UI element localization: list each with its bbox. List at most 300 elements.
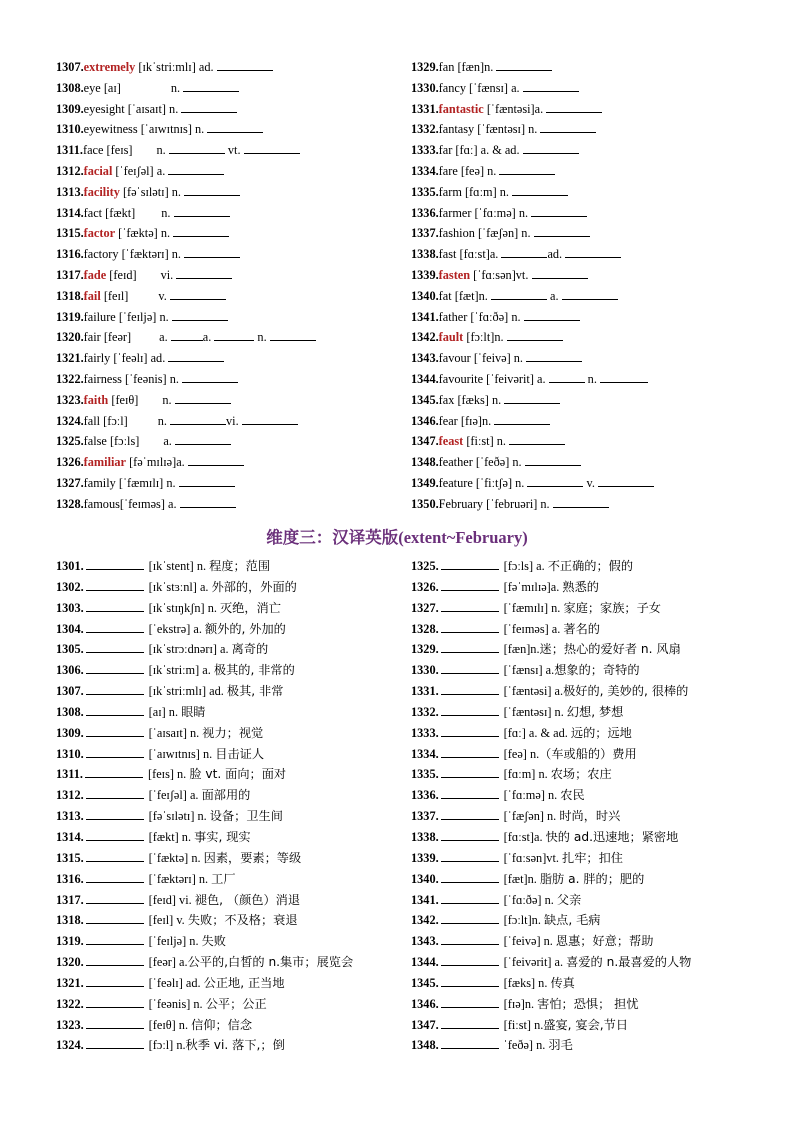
entry-number: 1312.	[56, 788, 84, 803]
entry-phonetic: [ˈaɪwɪtnɪs] n.	[148, 746, 216, 761]
entry-phonetic: [fɔːlt]n.	[463, 330, 507, 345]
entry-number: 1308.	[56, 80, 84, 95]
entry-phonetic: [ˈekstrə] a.	[148, 621, 205, 636]
entry-phonetic: [feər] a.	[148, 955, 188, 970]
entry-phonetic: [fɪə]n.	[457, 413, 495, 428]
entry-phonetic: [ɪkˈstent] n.	[148, 559, 210, 573]
entry-phonetic: [fɑː] a. & ad.	[452, 143, 523, 158]
entry-phonetic: [ˈaɪsaɪt] n.	[124, 101, 182, 116]
entry-meaning: 扎牢；扣住	[562, 850, 623, 865]
entry-phonetic: [ˈfeɪljə] n.	[115, 309, 172, 324]
answer-blank[interactable]	[441, 954, 499, 966]
entry-line	[411, 119, 751, 140]
entry-phonetic: [ˈfæʃən] n.	[503, 809, 560, 824]
entry-phonetic: [fəˈsɪlətɪ] n.	[148, 809, 210, 824]
entry-number: 1343.	[411, 934, 439, 949]
entry-line	[411, 723, 751, 744]
answer-blank[interactable]	[244, 142, 300, 154]
answer-blank[interactable]	[441, 704, 499, 716]
entry-number: 1347.	[411, 1017, 439, 1032]
answer-blank[interactable]	[441, 871, 499, 883]
entry-number: 1346.	[411, 413, 439, 428]
answer-blank[interactable]	[180, 496, 236, 508]
entry-phonetic: [ˈfeənis] n.	[121, 371, 183, 386]
answer-blank[interactable]	[168, 163, 224, 175]
entry-number: 1345.	[411, 975, 439, 990]
answer-blank[interactable]	[214, 329, 254, 341]
entry-number: 1311.	[56, 767, 83, 782]
heading-main: 维度三：汉译英版	[266, 528, 399, 547]
entry-phonetic: [feɪl] v.	[148, 913, 188, 928]
answer-blank[interactable]	[441, 600, 499, 612]
entry-line	[411, 785, 751, 806]
answer-blank[interactable]	[598, 475, 654, 487]
entry-meaning: 父亲	[556, 892, 582, 907]
answer-blank[interactable]	[86, 850, 144, 862]
entry-number: 1334.	[411, 163, 439, 178]
entry-number: 1329.	[411, 642, 439, 657]
entry-pos: vi.	[160, 267, 177, 282]
answer-blank[interactable]	[86, 683, 144, 695]
entry-phonetic: [ˈfeivə] n.	[470, 351, 527, 366]
entry-line	[56, 639, 396, 660]
entry-line	[56, 827, 396, 848]
answer-blank[interactable]	[85, 766, 143, 778]
entry-number: 1331.	[411, 684, 439, 699]
entry-number: 1317.	[56, 267, 84, 282]
answer-blank[interactable]	[182, 371, 238, 383]
entry-number: 1321.	[56, 351, 84, 366]
entry-line	[56, 203, 386, 224]
entry-line	[411, 327, 751, 348]
entry-word: eyewitness	[83, 122, 138, 137]
answer-blank[interactable]	[441, 1037, 499, 1049]
entry-phonetic: [ˈfɑːmə] n.	[471, 205, 532, 220]
entry-line	[411, 473, 751, 494]
entry-phonetic: [fɑːst]a.	[503, 829, 546, 844]
entry-line	[56, 1035, 396, 1056]
entry-phonetic: [feə] n.	[503, 746, 540, 761]
answer-blank[interactable]	[169, 142, 225, 154]
answer-blank[interactable]	[86, 558, 144, 570]
entry-phonetic: [fəˈsɪlətɪ] n.	[119, 184, 185, 199]
entry-line	[56, 723, 396, 744]
answer-blank[interactable]	[86, 1017, 144, 1029]
answer-blank[interactable]	[534, 225, 590, 237]
entry-meaning: 时尚，时兴	[559, 809, 621, 824]
answer-blank[interactable]	[525, 454, 581, 466]
answer-blank[interactable]	[168, 350, 224, 362]
answer-blank[interactable]	[441, 621, 499, 633]
answer-blank[interactable]	[441, 558, 499, 570]
answer-blank[interactable]	[173, 225, 229, 237]
entry-phonetic: [fæn]n.	[503, 642, 540, 657]
entry-meaning: 迷；热心的爱好者 n. 风扇	[539, 642, 681, 657]
entry-phonetic: [ˈfeɪljə] n.	[148, 934, 202, 949]
answer-blank[interactable]	[441, 641, 499, 653]
entry-word: fasten	[438, 267, 471, 282]
entry-number: 1335.	[411, 767, 439, 782]
entry-line	[56, 619, 396, 640]
entry-number: 1330.	[411, 663, 439, 678]
entry-meaning: 面部用的	[201, 788, 251, 803]
answer-blank[interactable]	[172, 309, 228, 321]
answer-blank[interactable]	[553, 496, 609, 508]
entry-word: father	[438, 309, 468, 324]
entry-phonetic: [aɪ]	[100, 80, 121, 95]
entry-line	[411, 1015, 751, 1036]
entry-phonetic: [ˈfiːtʃə] n.	[472, 475, 528, 490]
entry-line	[56, 78, 386, 99]
answer-blank[interactable]	[441, 933, 499, 945]
section-heading	[0, 524, 794, 548]
answer-blank[interactable]	[504, 392, 560, 404]
answer-blank[interactable]	[507, 329, 563, 341]
answer-blank[interactable]	[523, 80, 579, 92]
entry-number: 1350.	[411, 496, 439, 511]
answer-blank[interactable]	[562, 288, 618, 300]
entry-word: famous	[83, 496, 120, 511]
entry-meaning: 程度；范围	[209, 559, 271, 573]
entry-phonetic: [ˈfeɪʃəl] a.	[112, 163, 169, 178]
answer-blank[interactable]	[441, 996, 499, 1008]
entry-meaning: 脂肪 a. 胖的；肥的	[539, 871, 645, 886]
entry-line	[56, 452, 386, 473]
entry-phonetic: [ɪkˈstɪŋkʃn] n.	[148, 600, 220, 615]
entry-line	[56, 494, 386, 515]
entry-number: 1336.	[411, 205, 439, 220]
entry-meaning: 害怕；恐惧； 担忧	[537, 996, 639, 1011]
entry-word: fact	[83, 205, 103, 220]
answer-blank[interactable]	[532, 267, 588, 279]
entry-line	[411, 1035, 751, 1056]
entry-line	[411, 702, 751, 723]
entry-pos: n.	[254, 330, 270, 345]
entry-word: fail	[83, 288, 101, 303]
entry-number: 1316.	[56, 247, 84, 262]
entry-phonetic: [feɪs]	[103, 143, 133, 158]
entry-line	[56, 973, 396, 994]
entry-number: 1347.	[411, 434, 439, 449]
entry-line	[56, 348, 386, 369]
answer-blank[interactable]	[523, 142, 579, 154]
entry-phonetic: [ˈfeɪməs] a.	[503, 621, 564, 636]
entry-line	[411, 244, 751, 265]
entry-line	[411, 910, 751, 931]
answer-blank[interactable]	[179, 475, 235, 487]
entry-number: 1326.	[56, 455, 84, 470]
answer-blank[interactable]	[183, 80, 239, 92]
answer-blank[interactable]	[527, 475, 583, 487]
answer-blank[interactable]	[600, 371, 648, 383]
answer-blank[interactable]	[441, 892, 499, 904]
entry-word: eyesight	[83, 101, 125, 116]
entry-word: February	[438, 496, 484, 511]
answer-blank[interactable]	[509, 433, 565, 445]
answer-blank[interactable]	[184, 184, 240, 196]
entry-word: fair	[83, 330, 101, 345]
entry-line	[411, 827, 751, 848]
answer-blank[interactable]	[242, 413, 298, 425]
answer-blank[interactable]	[441, 725, 499, 737]
entry-number: 1326.	[411, 579, 439, 594]
entry-line	[411, 223, 751, 244]
answer-blank[interactable]	[441, 975, 499, 987]
answer-blank[interactable]	[86, 912, 144, 924]
answer-blank[interactable]	[546, 101, 602, 113]
entry-number: 1339.	[411, 850, 439, 865]
answer-blank[interactable]	[86, 933, 144, 945]
entry-phonetic: [feɪθ]	[108, 392, 139, 407]
entry-number: 1338.	[411, 247, 439, 262]
entry-number: 1316.	[56, 871, 84, 886]
entry-number: 1328.	[56, 496, 84, 511]
entry-line	[411, 764, 751, 785]
answer-blank[interactable]	[441, 662, 499, 674]
entry-number: 1330.	[411, 80, 439, 95]
answer-blank[interactable]	[86, 600, 144, 612]
entry-word: familiar	[83, 455, 127, 470]
entry-phonetic: [ˈfɑːðə] n.	[467, 309, 524, 324]
entry-phonetic: [ˈfebruəri] n.	[483, 496, 553, 511]
entry-word: face	[83, 143, 104, 158]
answer-blank[interactable]	[86, 579, 144, 591]
entry-phonetic: [ˈfeənis] n.	[148, 996, 206, 1011]
entry-line	[411, 78, 751, 99]
answer-blank[interactable]	[491, 288, 547, 300]
answer-blank[interactable]	[86, 662, 144, 674]
entry-number: 1344.	[411, 955, 439, 970]
entry-number: 1304.	[56, 621, 84, 636]
entry-word: feather	[438, 455, 473, 470]
entry-line	[56, 764, 396, 785]
entry-word: fancy	[438, 80, 466, 95]
answer-blank[interactable]	[86, 871, 144, 883]
entry-number: 1325.	[411, 559, 439, 573]
answer-blank[interactable]	[441, 829, 499, 841]
entry-number: 1321.	[56, 975, 84, 990]
answer-blank[interactable]	[565, 246, 621, 258]
answer-blank[interactable]	[184, 246, 240, 258]
answer-blank[interactable]	[86, 808, 144, 820]
answer-blank[interactable]	[526, 350, 582, 362]
entry-line	[56, 931, 396, 952]
answer-blank[interactable]	[512, 184, 568, 196]
entry-number: 1329.	[411, 60, 439, 74]
answer-blank[interactable]	[441, 683, 499, 695]
entry-number: 1305.	[56, 642, 84, 657]
entry-meaning: 极好的, 美妙的, 很棒的	[563, 684, 689, 699]
entry-word: fare	[438, 163, 458, 178]
entry-phonetic: [ˈfænsɪ] a.	[503, 663, 555, 678]
answer-blank[interactable]	[494, 413, 550, 425]
answer-blank[interactable]	[270, 329, 316, 341]
entry-phonetic: [ˈfɑːðə] n.	[503, 892, 557, 907]
entry-line	[411, 286, 751, 307]
entry-line	[56, 244, 386, 265]
answer-blank[interactable]	[86, 704, 144, 716]
answer-blank[interactable]	[175, 392, 231, 404]
entry-phonetic: [ˈfɑːsən]vt.	[470, 267, 532, 282]
entry-line	[411, 182, 751, 203]
entry-meaning: 家庭；家族；子女	[563, 600, 661, 615]
entry-line	[56, 369, 386, 390]
entry-phonetic: [ˈfæktərɪ] n.	[118, 247, 185, 262]
answer-blank[interactable]	[86, 746, 144, 758]
entry-line	[411, 660, 751, 681]
entry-word: failure	[83, 309, 116, 324]
part1-left-column	[56, 57, 386, 515]
entry-line	[411, 890, 751, 911]
part2-left-column	[56, 556, 396, 1056]
entry-meaning: 失败	[201, 934, 226, 949]
answer-blank[interactable]	[217, 59, 273, 71]
entry-number: 1307.	[56, 60, 84, 74]
entry-phonetic: [fəˈmɪlɪə]a.	[503, 579, 563, 594]
entry-meaning: 缺点, 毛病	[543, 913, 601, 928]
answer-blank[interactable]	[531, 205, 587, 217]
entry-number: 1315.	[56, 226, 84, 241]
entry-number: 1314.	[56, 829, 84, 844]
answer-blank[interactable]	[176, 267, 232, 279]
entry-word: fairly	[83, 351, 111, 366]
entry-line	[56, 182, 386, 203]
entry-number: 1340.	[411, 288, 439, 303]
entry-line	[411, 869, 751, 890]
entry-phonetic: [ˈfæntəsi] a.	[503, 684, 564, 699]
entry-number: 1301.	[56, 559, 84, 573]
answer-blank[interactable]	[441, 787, 499, 799]
entry-number: 1337.	[411, 809, 439, 824]
entry-meaning: 视力；视觉	[202, 725, 264, 740]
answer-blank[interactable]	[170, 288, 226, 300]
answer-blank[interactable]	[174, 205, 230, 217]
answer-blank[interactable]	[86, 621, 144, 633]
entry-number: 1322.	[56, 371, 84, 386]
entry-meaning: 羽毛	[548, 1038, 573, 1053]
entry-line	[56, 140, 386, 161]
entry-line	[56, 161, 386, 182]
entry-line	[56, 994, 396, 1015]
entry-line	[56, 411, 386, 432]
answer-blank[interactable]	[441, 1017, 499, 1029]
entry-phonetic: [fiːst] n.	[463, 434, 510, 449]
answer-blank[interactable]	[175, 433, 231, 445]
entry-phonetic: [ˈaɪsaɪt] n.	[148, 725, 203, 740]
entry-line	[56, 744, 396, 765]
answer-blank[interactable]	[441, 850, 499, 862]
entry-phonetic: [fɔːls]	[106, 434, 140, 449]
answer-blank[interactable]	[171, 329, 203, 341]
entry-line	[411, 161, 751, 182]
entry-phonetic: [fæks] n.	[503, 975, 551, 990]
answer-blank[interactable]	[441, 579, 499, 591]
answer-blank[interactable]	[86, 725, 144, 737]
entry-number: 1309.	[56, 101, 84, 116]
entry-line	[56, 598, 396, 619]
entry-phonetic: [fæks] n.	[454, 392, 505, 407]
entry-word: family	[83, 475, 116, 490]
answer-blank[interactable]	[499, 163, 555, 175]
entry-pos: n.	[584, 371, 600, 386]
answer-blank[interactable]	[86, 975, 144, 987]
entry-number: 1313.	[56, 809, 84, 824]
entry-meaning: 离奇的	[231, 642, 269, 657]
answer-blank[interactable]	[86, 641, 144, 653]
answer-blank[interactable]	[86, 996, 144, 1008]
entry-meaning: 设备；卫生间	[209, 809, 283, 824]
entry-pos: n.	[170, 80, 184, 95]
entry-number: 1338.	[411, 829, 439, 844]
entry-phonetic: [ˈfæmɪlɪ] n.	[503, 600, 564, 615]
answer-blank[interactable]	[441, 808, 499, 820]
entry-meaning: 农民	[560, 788, 585, 803]
entry-phonetic: [fæt]n.	[451, 288, 491, 303]
entry-word: feature	[438, 475, 473, 490]
entry-phonetic: [feər]	[100, 330, 132, 345]
entry-word: facility	[83, 184, 120, 199]
answer-blank[interactable]	[524, 309, 580, 321]
entry-word: false	[83, 434, 107, 449]
entry-phonetic: [ˈfeivərit] a.	[483, 371, 549, 386]
entry-line	[411, 57, 751, 78]
answer-blank[interactable]	[86, 892, 144, 904]
answer-blank[interactable]	[170, 413, 226, 425]
answer-blank[interactable]	[86, 954, 144, 966]
entry-line	[56, 890, 396, 911]
answer-blank[interactable]	[86, 787, 144, 799]
answer-blank[interactable]	[496, 59, 552, 71]
entry-line	[56, 910, 396, 931]
entry-number: 1331.	[411, 101, 439, 116]
entry-meaning: 脸 vt. 面向；面对	[189, 767, 287, 782]
answer-blank[interactable]	[549, 371, 585, 383]
entry-phonetic: [ˈfeðə] n.	[472, 455, 525, 470]
answer-blank[interactable]	[86, 1037, 144, 1049]
entry-number: 1317.	[56, 892, 84, 907]
entry-phonetic: [fɑːm] n.	[461, 184, 513, 199]
entry-pos: a.	[546, 288, 562, 303]
entry-meaning: 农场；农庄	[550, 767, 612, 782]
part2-right-column	[411, 556, 751, 1056]
answer-blank[interactable]	[501, 246, 547, 258]
answer-blank[interactable]	[441, 746, 499, 758]
entry-meaning: 熟悉的	[562, 579, 599, 594]
entry-word: extremely	[83, 60, 136, 74]
entry-phonetic: [ˈfæntəsɪ] n.	[503, 704, 567, 719]
entry-line	[56, 390, 386, 411]
entry-word: fantastic	[438, 101, 484, 116]
answer-blank[interactable]	[86, 829, 144, 841]
answer-blank[interactable]	[207, 121, 263, 133]
entry-number: 1341.	[411, 309, 439, 324]
answer-blank[interactable]	[188, 454, 244, 466]
entry-number: 1311.	[56, 143, 83, 158]
entry-word: feast	[438, 434, 464, 449]
entry-line	[56, 681, 396, 702]
entry-number: 1320.	[56, 955, 84, 970]
entry-phonetic: ˈfeðə] n.	[503, 1038, 549, 1053]
answer-blank[interactable]	[441, 766, 499, 778]
entry-number: 1339.	[411, 267, 439, 282]
entry-pos: v.	[158, 288, 170, 303]
answer-blank[interactable]	[540, 121, 596, 133]
entry-phonetic: [ˈfæmɪlɪ] n.	[115, 475, 179, 490]
answer-blank[interactable]	[181, 101, 237, 113]
entry-phonetic: [feə] n.	[457, 163, 500, 178]
answer-blank[interactable]	[441, 912, 499, 924]
entry-phonetic: [fækt]	[102, 205, 136, 220]
